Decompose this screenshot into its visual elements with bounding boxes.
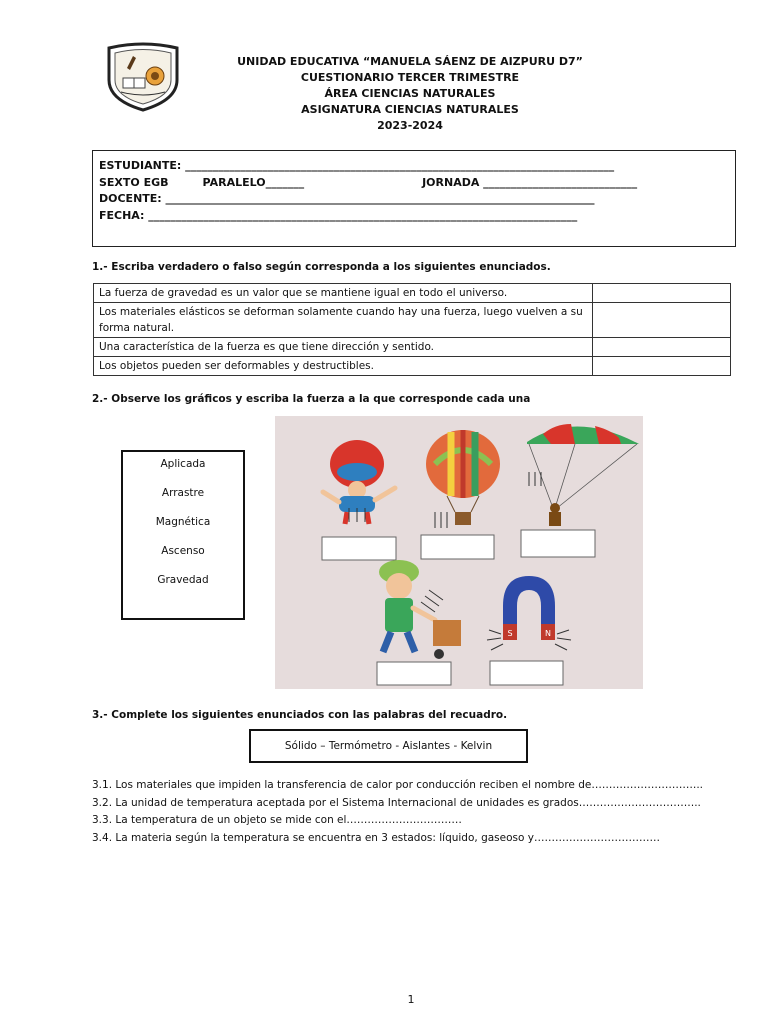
paralelo-field[interactable]: PARALELO_______ [202, 175, 305, 189]
page-number: 1 [407, 993, 415, 1006]
grade-line [99, 175, 729, 192]
option-item: Ascenso [161, 545, 205, 557]
table-row [94, 284, 731, 303]
forces-illustration [275, 416, 643, 689]
magnet-south-label: S [507, 629, 513, 638]
questionnaire-title: CUESTIONARIO TERCER TRIMESTRE [300, 71, 520, 84]
answer-cell[interactable] [593, 338, 731, 357]
student-info-box [92, 150, 736, 247]
answer-cell[interactable] [593, 284, 731, 303]
statement-cell: Una característica de la fuerza es que tiene dirección y sentido. [94, 338, 593, 357]
date-field[interactable]: FECHA: ______________________________________________________________________________ [99, 208, 578, 222]
true-false-table [93, 283, 731, 376]
option-item: Magnética [155, 516, 211, 528]
table-row [94, 357, 731, 376]
statement-item: 3.1. Los materiales que impiden la transferencia de calor por conducción reciben el nombre de………………………….. [92, 779, 704, 791]
table-row [94, 303, 731, 338]
statement-item: 3.3. La temperatura de un objeto se mide con el…………………………… [92, 814, 462, 826]
question-2-title: 2.- Observe los gráficos y escriba la fuerza a la que corresponde cada una [92, 393, 531, 405]
option-item: Arrastre [161, 487, 205, 499]
grade-label: SEXTO EGB [99, 175, 169, 189]
statement-cell: La fuerza de gravedad es un valor que se mantiene igual en todo el universo. [94, 284, 593, 303]
word-bank-box: Sólido – Termómetro - Aislantes - Kelvin [249, 729, 528, 763]
school-name: UNIDAD EDUCATIVA “MANUELA SÁENZ DE AIZPURU D7” [237, 55, 583, 68]
document-header [160, 54, 660, 134]
question-3-title: 3.- Complete los siguientes enunciados con las palabras del recuadro. [92, 709, 508, 721]
statement-item: 3.4. La materia según la temperatura se encuentra en 3 estados: líquido, gaseoso y……………………………… [92, 831, 660, 844]
option-item: Aplicada [160, 458, 206, 470]
fill-in-statements [92, 777, 703, 847]
force-options-box [121, 450, 245, 620]
teacher-field[interactable]: DOCENTE: ______________________________________________________________________________ [99, 192, 595, 205]
answer-cell[interactable] [593, 357, 731, 376]
magnet-north-label: N [545, 629, 551, 638]
statement-cell: Los objetos pueden ser deformables y destructibles. [94, 357, 593, 376]
subject-title: ASIGNATURA CIENCIAS NATURALES [301, 103, 519, 116]
jornada-field[interactable]: JORNADA ____________________________ [422, 175, 638, 189]
student-label: ESTUDIANTE: [99, 159, 182, 172]
statement-item: 3.2. La unidad de temperatura aceptada por el Sistema Internacional de unidades es grados…………………………….. [92, 796, 701, 809]
table-row [94, 338, 731, 357]
student-line [99, 158, 729, 175]
student-name-field[interactable]: ______________________________________________________________________________ [185, 159, 615, 172]
school-year: 2023-2024 [377, 119, 443, 132]
statement-cell: Los materiales elásticos se deforman solamente cuando hay una fuerza, luego vuelven a su forma natural. [94, 303, 593, 338]
question-1-title: 1.- Escriba verdadero o falso según corresponda a los siguientes enunciados. [92, 261, 551, 273]
answer-cell[interactable] [593, 303, 731, 338]
area-title: ÁREA CIENCIAS NATURALES [324, 87, 496, 100]
option-item: Gravedad [157, 574, 209, 586]
